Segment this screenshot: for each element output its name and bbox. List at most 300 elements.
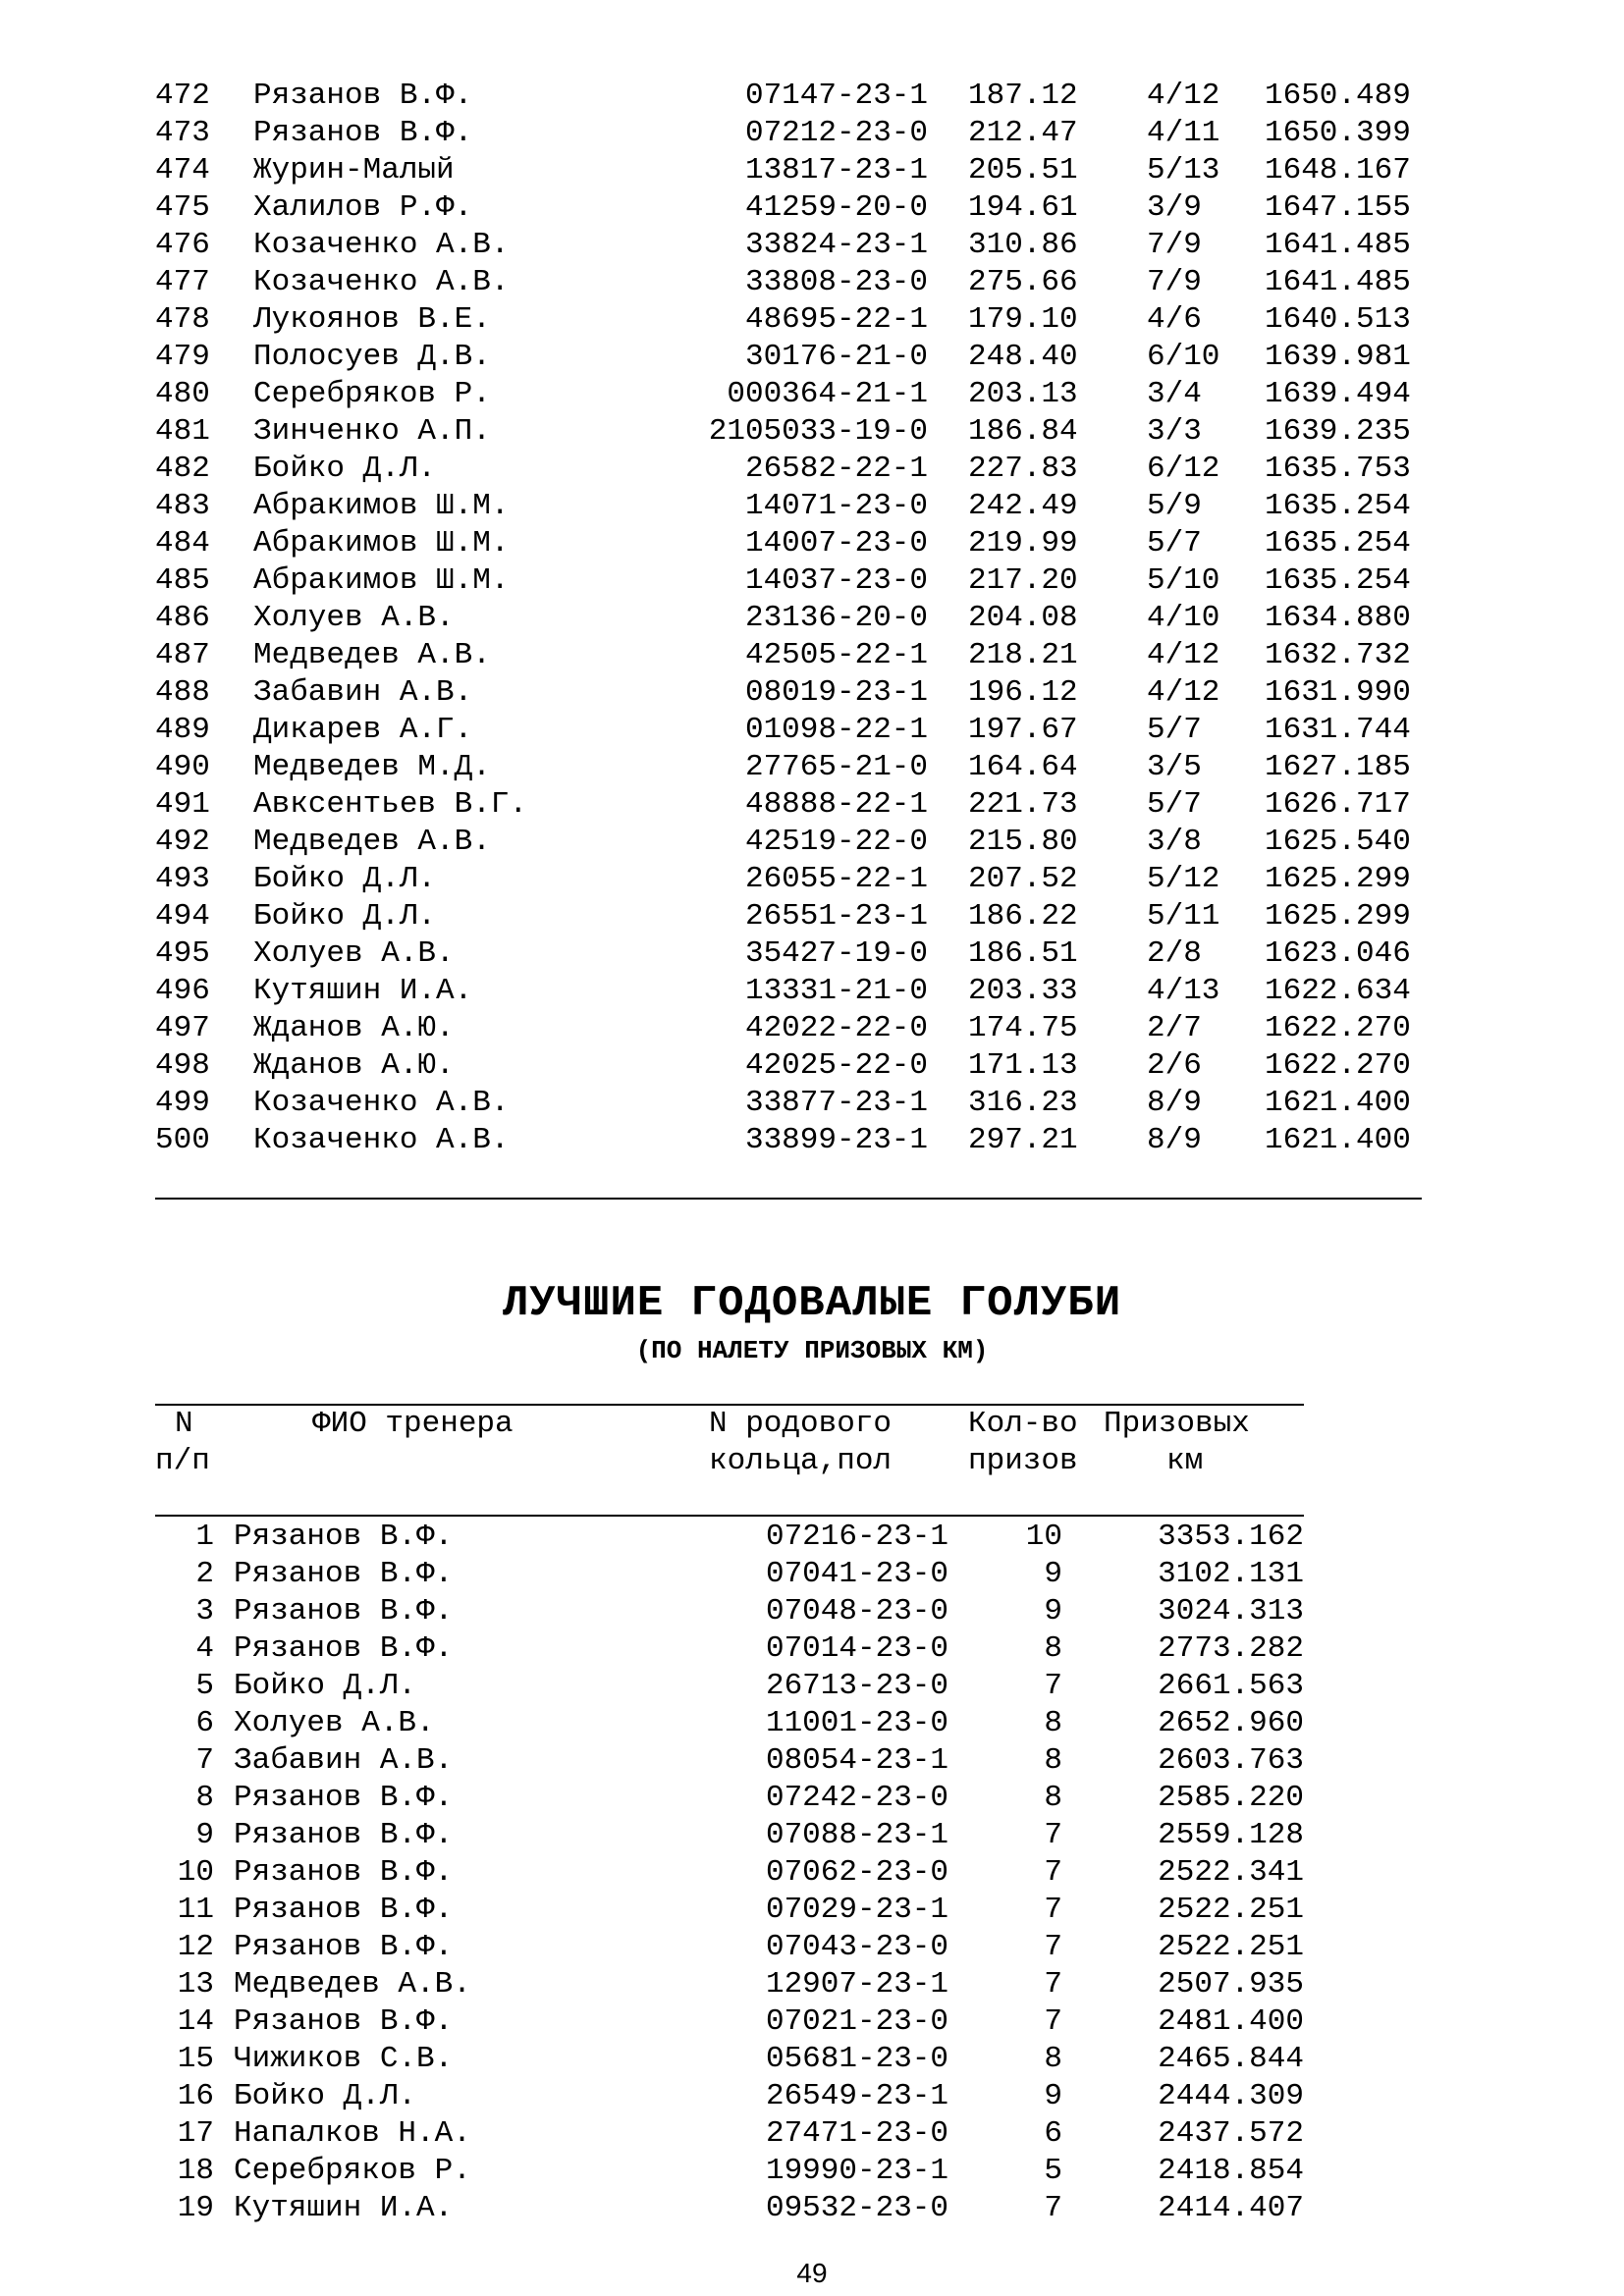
cell-km: 203.13 bbox=[968, 377, 1078, 411]
table-row bbox=[0, 227, 1624, 264]
table-row bbox=[0, 413, 1624, 451]
cell-name: Бойко Д.Л. bbox=[234, 2079, 417, 2113]
cell-km: 203.33 bbox=[968, 974, 1078, 1008]
cell-score: 1634.880 bbox=[1265, 601, 1411, 635]
table-header bbox=[0, 1406, 1624, 1484]
table-row bbox=[0, 451, 1624, 488]
cell-n: 494 bbox=[155, 899, 210, 934]
cell-score: 1635.254 bbox=[1265, 563, 1411, 598]
cell-km: 242.49 bbox=[968, 489, 1078, 523]
cell-ratio: 4/12 bbox=[1147, 79, 1220, 113]
cell-km: 3353.162 bbox=[1158, 1520, 1304, 1554]
cell-km: 219.99 bbox=[968, 526, 1078, 561]
cell-n: 481 bbox=[155, 414, 210, 449]
cell-n: 479 bbox=[155, 340, 210, 374]
cell-count: 6 bbox=[1044, 2116, 1062, 2151]
cell-name: Абракимов Ш.М. bbox=[253, 563, 510, 598]
cell-n: 16 bbox=[177, 2079, 214, 2113]
cell-ring: 41259-20-0 bbox=[744, 190, 928, 225]
cell-ratio: 3/3 bbox=[1147, 414, 1202, 449]
cell-n: 478 bbox=[155, 302, 210, 337]
table-row bbox=[0, 861, 1624, 898]
cell-km: 221.73 bbox=[968, 787, 1078, 822]
cell-km: 3102.131 bbox=[1158, 1557, 1304, 1591]
table-row bbox=[0, 973, 1624, 1010]
cell-ring: 07088-23-1 bbox=[765, 1818, 948, 1852]
cell-n: 10 bbox=[177, 1855, 214, 1890]
cell-ring: 05681-23-0 bbox=[765, 2042, 948, 2076]
cell-ring: 33899-23-1 bbox=[744, 1123, 928, 1157]
cell-ring: 2105033-19-0 bbox=[708, 414, 928, 449]
cell-n: 477 bbox=[155, 265, 210, 299]
cell-name: Холуев А.В. bbox=[253, 936, 455, 971]
cell-ratio: 2/6 bbox=[1147, 1048, 1202, 1083]
table-row bbox=[0, 824, 1624, 861]
table-row bbox=[0, 1593, 1624, 1630]
cell-ratio: 2/7 bbox=[1147, 1011, 1202, 1045]
cell-name: Забавин А.В. bbox=[234, 1743, 454, 1778]
cell-name: Полосуев Д.В. bbox=[253, 340, 491, 374]
cell-score: 1621.400 bbox=[1265, 1123, 1411, 1157]
cell-name: Забавин А.В. bbox=[253, 675, 473, 710]
cell-name: Абракимов Ш.М. bbox=[253, 526, 510, 561]
cell-ring: 13331-21-0 bbox=[744, 974, 928, 1008]
cell-name: Холуев А.В. bbox=[253, 601, 455, 635]
cell-score: 1621.400 bbox=[1265, 1086, 1411, 1120]
cell-ratio: 4/12 bbox=[1147, 675, 1220, 710]
cell-km: 2522.251 bbox=[1158, 1893, 1304, 1927]
cell-count: 5 bbox=[1044, 2154, 1062, 2188]
cell-ring: 13817-23-1 bbox=[744, 153, 928, 187]
cell-n: 13 bbox=[177, 1967, 214, 2002]
cell-score: 1626.717 bbox=[1265, 787, 1411, 822]
table-row bbox=[0, 1668, 1624, 1705]
cell-ring: 11001-23-0 bbox=[765, 1706, 948, 1740]
cell-score: 1631.744 bbox=[1265, 713, 1411, 747]
cell-ring: 07147-23-1 bbox=[744, 79, 928, 113]
cell-km: 2652.960 bbox=[1158, 1706, 1304, 1740]
cell-n: 9 bbox=[195, 1818, 214, 1852]
cell-km: 2437.572 bbox=[1158, 2116, 1304, 2151]
table-row bbox=[0, 2190, 1624, 2227]
cell-ring: 07062-23-0 bbox=[765, 1855, 948, 1890]
cell-n: 489 bbox=[155, 713, 210, 747]
cell-n: 3 bbox=[195, 1594, 214, 1629]
cell-score: 1650.489 bbox=[1265, 79, 1411, 113]
cell-km: 186.22 bbox=[968, 899, 1078, 934]
cell-ring: 12907-23-1 bbox=[765, 1967, 948, 2002]
cell-ring: 30176-21-0 bbox=[744, 340, 928, 374]
cell-km: 3024.313 bbox=[1158, 1594, 1304, 1629]
cell-score: 1639.981 bbox=[1265, 340, 1411, 374]
table-row bbox=[0, 339, 1624, 376]
cell-n: 488 bbox=[155, 675, 210, 710]
cell-ring: 19990-23-1 bbox=[765, 2154, 948, 2188]
cell-ratio: 2/8 bbox=[1147, 936, 1202, 971]
cell-km: 227.83 bbox=[968, 452, 1078, 486]
table-row bbox=[0, 2078, 1624, 2115]
cell-ring: 48695-22-1 bbox=[744, 302, 928, 337]
cell-ring: 09532-23-0 bbox=[765, 2191, 948, 2225]
section-title: ЛУЧШИЕ ГОДОВАЛЫЕ ГОЛУБИ bbox=[502, 1279, 1122, 1328]
cell-ring: 42025-22-0 bbox=[744, 1048, 928, 1083]
table-row bbox=[0, 1705, 1624, 1742]
cell-km: 2522.251 bbox=[1158, 1930, 1304, 1964]
cell-ratio: 6/12 bbox=[1147, 452, 1220, 486]
cell-n: 2 bbox=[195, 1557, 214, 1591]
cell-n: 1 bbox=[195, 1520, 214, 1554]
cell-km: 187.12 bbox=[968, 79, 1078, 113]
cell-km: 248.40 bbox=[968, 340, 1078, 374]
table-row bbox=[0, 600, 1624, 637]
header-bottom-rule bbox=[155, 1515, 1304, 1517]
cell-name: Рязанов В.Ф. bbox=[234, 1594, 454, 1629]
cell-name: Медведев А.В. bbox=[253, 825, 491, 859]
cell-score: 1622.270 bbox=[1265, 1048, 1411, 1083]
cell-n: 486 bbox=[155, 601, 210, 635]
cell-ratio: 3/5 bbox=[1147, 750, 1202, 784]
cell-score: 1647.155 bbox=[1265, 190, 1411, 225]
cell-count: 7 bbox=[1044, 2191, 1062, 2225]
cell-n: 483 bbox=[155, 489, 210, 523]
cell-km: 2418.854 bbox=[1158, 2154, 1304, 2188]
cell-count: 10 bbox=[1025, 1520, 1062, 1554]
cell-ring: 08054-23-1 bbox=[765, 1743, 948, 1778]
cell-score: 1635.254 bbox=[1265, 489, 1411, 523]
cell-ring: 42505-22-1 bbox=[744, 638, 928, 672]
cell-n: 500 bbox=[155, 1123, 210, 1157]
cell-score: 1640.513 bbox=[1265, 302, 1411, 337]
cell-name: Жданов А.Ю. bbox=[253, 1011, 455, 1045]
cell-name: Медведев А.В. bbox=[234, 1967, 471, 2002]
cell-score: 1635.753 bbox=[1265, 452, 1411, 486]
cell-count: 7 bbox=[1044, 2004, 1062, 2039]
cell-n: 18 bbox=[177, 2154, 214, 2188]
cell-km: 205.51 bbox=[968, 153, 1078, 187]
cell-count: 7 bbox=[1044, 1818, 1062, 1852]
cell-n: 472 bbox=[155, 79, 210, 113]
cell-n: 4 bbox=[195, 1631, 214, 1666]
cell-name: Бойко Д.Л. bbox=[253, 452, 437, 486]
cell-n: 15 bbox=[177, 2042, 214, 2076]
table-row bbox=[0, 935, 1624, 973]
cell-km: 316.23 bbox=[968, 1086, 1078, 1120]
cell-ratio: 3/8 bbox=[1147, 825, 1202, 859]
top-ranking-table bbox=[0, 78, 1624, 1159]
table-row bbox=[0, 1556, 1624, 1593]
cell-n: 11 bbox=[177, 1893, 214, 1927]
cell-score: 1632.732 bbox=[1265, 638, 1411, 672]
cell-km: 2773.282 bbox=[1158, 1631, 1304, 1666]
cell-n: 480 bbox=[155, 377, 210, 411]
cell-ring: 26713-23-0 bbox=[765, 1669, 948, 1703]
cell-name: Козаченко А.В. bbox=[253, 228, 510, 262]
cell-n: 485 bbox=[155, 563, 210, 598]
cell-ring: 33877-23-1 bbox=[744, 1086, 928, 1120]
cell-km: 2507.935 bbox=[1158, 1967, 1304, 2002]
cell-ring: 07212-23-0 bbox=[744, 116, 928, 150]
header-n-sub: п/п bbox=[155, 1444, 210, 1478]
cell-name: Авксентьев В.Г. bbox=[253, 787, 528, 822]
cell-ratio: 5/11 bbox=[1147, 899, 1220, 934]
table-row bbox=[0, 525, 1624, 562]
cell-km: 2559.128 bbox=[1158, 1818, 1304, 1852]
table-row bbox=[0, 1929, 1624, 1966]
cell-n: 7 bbox=[195, 1743, 214, 1778]
cell-score: 1625.299 bbox=[1265, 862, 1411, 896]
cell-name: Рязанов В.Ф. bbox=[234, 1781, 454, 1815]
header-count: Кол-во bbox=[968, 1407, 1078, 1441]
table-row bbox=[0, 78, 1624, 115]
header-km: Призовых bbox=[1104, 1407, 1250, 1441]
cell-score: 1627.185 bbox=[1265, 750, 1411, 784]
cell-km: 275.66 bbox=[968, 265, 1078, 299]
cell-name: Напалков Н.А. bbox=[234, 2116, 471, 2151]
cell-name: Рязанов В.Ф. bbox=[234, 1520, 454, 1554]
table-row bbox=[0, 1892, 1624, 1929]
cell-ring: 27765-21-0 bbox=[744, 750, 928, 784]
cell-name: Бойко Д.Л. bbox=[234, 1669, 417, 1703]
cell-ring: 33824-23-1 bbox=[744, 228, 928, 262]
cell-n: 491 bbox=[155, 787, 210, 822]
cell-score: 1648.167 bbox=[1265, 153, 1411, 187]
cell-score: 1625.299 bbox=[1265, 899, 1411, 934]
table-row bbox=[0, 264, 1624, 301]
cell-count: 8 bbox=[1044, 1743, 1062, 1778]
cell-name: Рязанов В.Ф. bbox=[234, 1930, 454, 1964]
cell-ring: 42519-22-0 bbox=[744, 825, 928, 859]
cell-km: 186.84 bbox=[968, 414, 1078, 449]
cell-n: 5 bbox=[195, 1669, 214, 1703]
cell-count: 9 bbox=[1044, 1557, 1062, 1591]
cell-km: 2585.220 bbox=[1158, 1781, 1304, 1815]
cell-score: 1641.485 bbox=[1265, 228, 1411, 262]
section-subtitle: (ПО НАЛЕТУ ПРИЗОВЫХ КМ) bbox=[635, 1336, 989, 1365]
cell-name: Рязанов В.Ф. bbox=[253, 79, 473, 113]
cell-name: Рязанов В.Ф. bbox=[234, 1855, 454, 1890]
cell-km: 2481.400 bbox=[1158, 2004, 1304, 2039]
cell-name: Журин-Малый bbox=[253, 153, 455, 187]
cell-ring: 07048-23-0 bbox=[765, 1594, 948, 1629]
cell-n: 495 bbox=[155, 936, 210, 971]
cell-km: 204.08 bbox=[968, 601, 1078, 635]
cell-n: 499 bbox=[155, 1086, 210, 1120]
cell-ratio: 8/9 bbox=[1147, 1123, 1202, 1157]
cell-name: Бойко Д.Л. bbox=[253, 899, 437, 934]
cell-km: 171.13 bbox=[968, 1048, 1078, 1083]
cell-n: 475 bbox=[155, 190, 210, 225]
cell-name: Жданов А.Ю. bbox=[253, 1048, 455, 1083]
cell-n: 8 bbox=[195, 1781, 214, 1815]
cell-km: 2465.844 bbox=[1158, 2042, 1304, 2076]
cell-km: 212.47 bbox=[968, 116, 1078, 150]
cell-n: 17 bbox=[177, 2116, 214, 2151]
cell-km: 297.21 bbox=[968, 1123, 1078, 1157]
cell-n: 498 bbox=[155, 1048, 210, 1083]
cell-ratio: 4/12 bbox=[1147, 638, 1220, 672]
cell-n: 6 bbox=[195, 1706, 214, 1740]
cell-ring: 14071-23-0 bbox=[744, 489, 928, 523]
cell-name: Халилов Р.Ф. bbox=[253, 190, 473, 225]
cell-count: 8 bbox=[1044, 1781, 1062, 1815]
cell-ratio: 5/7 bbox=[1147, 787, 1202, 822]
cell-name: Лукоянов В.Е. bbox=[253, 302, 491, 337]
cell-name: Медведев М.Д. bbox=[253, 750, 491, 784]
cell-n: 19 bbox=[177, 2191, 214, 2225]
cell-count: 7 bbox=[1044, 1930, 1062, 1964]
cell-n: 476 bbox=[155, 228, 210, 262]
cell-ring: 14037-23-0 bbox=[744, 563, 928, 598]
cell-km: 174.75 bbox=[968, 1011, 1078, 1045]
cell-ratio: 5/10 bbox=[1147, 563, 1220, 598]
cell-ratio: 3/4 bbox=[1147, 377, 1202, 411]
cell-name: Рязанов В.Ф. bbox=[234, 2004, 454, 2039]
cell-km: 196.12 bbox=[968, 675, 1078, 710]
cell-ratio: 5/12 bbox=[1147, 862, 1220, 896]
header-km-sub: км bbox=[1166, 1444, 1204, 1478]
cell-ratio: 8/9 bbox=[1147, 1086, 1202, 1120]
cell-score: 1622.634 bbox=[1265, 974, 1411, 1008]
cell-km: 217.20 bbox=[968, 563, 1078, 598]
cell-ratio: 5/9 bbox=[1147, 489, 1202, 523]
table-row bbox=[0, 2041, 1624, 2078]
cell-name: Кутяшин И.А. bbox=[234, 2191, 454, 2225]
cell-name: Козаченко А.В. bbox=[253, 1086, 510, 1120]
cell-name: Зинченко А.П. bbox=[253, 414, 491, 449]
page-number: 49 bbox=[796, 2258, 828, 2288]
cell-name: Абракимов Ш.М. bbox=[253, 489, 510, 523]
cell-n: 484 bbox=[155, 526, 210, 561]
cell-ratio: 4/11 bbox=[1147, 116, 1220, 150]
cell-name: Рязанов В.Ф. bbox=[234, 1631, 454, 1666]
header-name: ФИО тренера bbox=[312, 1407, 514, 1441]
cell-km: 218.21 bbox=[968, 638, 1078, 672]
cell-ring: 07014-23-0 bbox=[765, 1631, 948, 1666]
cell-count: 8 bbox=[1044, 1706, 1062, 1740]
cell-ratio: 4/13 bbox=[1147, 974, 1220, 1008]
cell-km: 164.64 bbox=[968, 750, 1078, 784]
cell-count: 7 bbox=[1044, 1669, 1062, 1703]
cell-n: 474 bbox=[155, 153, 210, 187]
cell-ring: 07216-23-1 bbox=[765, 1520, 948, 1554]
cell-n: 496 bbox=[155, 974, 210, 1008]
cell-ring: 07021-23-0 bbox=[765, 2004, 948, 2039]
cell-ratio: 7/9 bbox=[1147, 265, 1202, 299]
table-row bbox=[0, 1047, 1624, 1085]
cell-km: 179.10 bbox=[968, 302, 1078, 337]
cell-name: Рязанов В.Ф. bbox=[234, 1893, 454, 1927]
cell-count: 8 bbox=[1044, 2042, 1062, 2076]
cell-score: 1622.270 bbox=[1265, 1011, 1411, 1045]
table-row bbox=[0, 376, 1624, 413]
cell-n: 492 bbox=[155, 825, 210, 859]
cell-ring: 35427-19-0 bbox=[744, 936, 928, 971]
cell-score: 1631.990 bbox=[1265, 675, 1411, 710]
cell-ring: 42022-22-0 bbox=[744, 1011, 928, 1045]
cell-km: 2603.763 bbox=[1158, 1743, 1304, 1778]
cell-km: 186.51 bbox=[968, 936, 1078, 971]
table-row bbox=[0, 301, 1624, 339]
cell-ring: 07043-23-0 bbox=[765, 1930, 948, 1964]
table-row bbox=[0, 898, 1624, 935]
cell-ring: 14007-23-0 bbox=[744, 526, 928, 561]
table-row bbox=[0, 1817, 1624, 1854]
cell-ratio: 5/7 bbox=[1147, 713, 1202, 747]
cell-name: Медведев А.В. bbox=[253, 638, 491, 672]
table-row bbox=[0, 1085, 1624, 1122]
cell-n: 493 bbox=[155, 862, 210, 896]
cell-name: Козаченко А.В. bbox=[253, 1123, 510, 1157]
table-row bbox=[0, 674, 1624, 712]
cell-name: Кутяшин И.А. bbox=[253, 974, 473, 1008]
cell-name: Серебряков Р. bbox=[234, 2154, 471, 2188]
cell-ratio: 3/9 bbox=[1147, 190, 1202, 225]
cell-name: Рязанов В.Ф. bbox=[234, 1818, 454, 1852]
top-table-bottom-rule bbox=[155, 1198, 1422, 1200]
cell-ring: 26055-22-1 bbox=[744, 862, 928, 896]
cell-ring: 07029-23-1 bbox=[765, 1893, 948, 1927]
cell-n: 12 bbox=[177, 1930, 214, 1964]
table-row bbox=[0, 189, 1624, 227]
table-row bbox=[0, 1742, 1624, 1780]
cell-ratio: 7/9 bbox=[1147, 228, 1202, 262]
cell-n: 487 bbox=[155, 638, 210, 672]
cell-ring: 48888-22-1 bbox=[744, 787, 928, 822]
cell-score: 1639.235 bbox=[1265, 414, 1411, 449]
table-row bbox=[0, 115, 1624, 152]
table-row bbox=[0, 1630, 1624, 1668]
cell-ring: 33808-23-0 bbox=[744, 265, 928, 299]
table-row bbox=[0, 1854, 1624, 1892]
cell-name: Козаченко А.В. bbox=[253, 265, 510, 299]
cell-name: Дикарев А.Г. bbox=[253, 713, 473, 747]
cell-n: 473 bbox=[155, 116, 210, 150]
cell-ring: 27471-23-0 bbox=[765, 2116, 948, 2151]
cell-km: 215.80 bbox=[968, 825, 1078, 859]
cell-n: 14 bbox=[177, 2004, 214, 2039]
cell-ring: 26551-23-1 bbox=[744, 899, 928, 934]
table-row bbox=[0, 637, 1624, 674]
header-ring: N родового bbox=[709, 1407, 893, 1441]
table-row bbox=[0, 1122, 1624, 1159]
cell-km: 207.52 bbox=[968, 862, 1078, 896]
cell-ring: 01098-22-1 bbox=[744, 713, 928, 747]
cell-score: 1650.399 bbox=[1265, 116, 1411, 150]
header-ring-sub: кольца,пол bbox=[709, 1444, 893, 1478]
cell-count: 7 bbox=[1044, 1855, 1062, 1890]
header-n: N bbox=[175, 1407, 193, 1441]
cell-count: 9 bbox=[1044, 1594, 1062, 1629]
table-row bbox=[0, 1010, 1624, 1047]
cell-ratio: 5/13 bbox=[1147, 153, 1220, 187]
table-row bbox=[0, 2153, 1624, 2190]
table-row bbox=[0, 2003, 1624, 2041]
cell-ring: 08019-23-1 bbox=[744, 675, 928, 710]
cell-n: 490 bbox=[155, 750, 210, 784]
cell-ring: 07041-23-0 bbox=[765, 1557, 948, 1591]
cell-score: 1623.046 bbox=[1265, 936, 1411, 971]
cell-km: 310.86 bbox=[968, 228, 1078, 262]
cell-ring: 26582-22-1 bbox=[744, 452, 928, 486]
table-row bbox=[0, 712, 1624, 749]
cell-ratio: 4/6 bbox=[1147, 302, 1202, 337]
table-row bbox=[0, 749, 1624, 786]
cell-name: Бойко Д.Л. bbox=[253, 862, 437, 896]
cell-count: 9 bbox=[1044, 2079, 1062, 2113]
cell-ratio: 4/10 bbox=[1147, 601, 1220, 635]
cell-score: 1625.540 bbox=[1265, 825, 1411, 859]
cell-name: Рязанов В.Ф. bbox=[253, 116, 473, 150]
